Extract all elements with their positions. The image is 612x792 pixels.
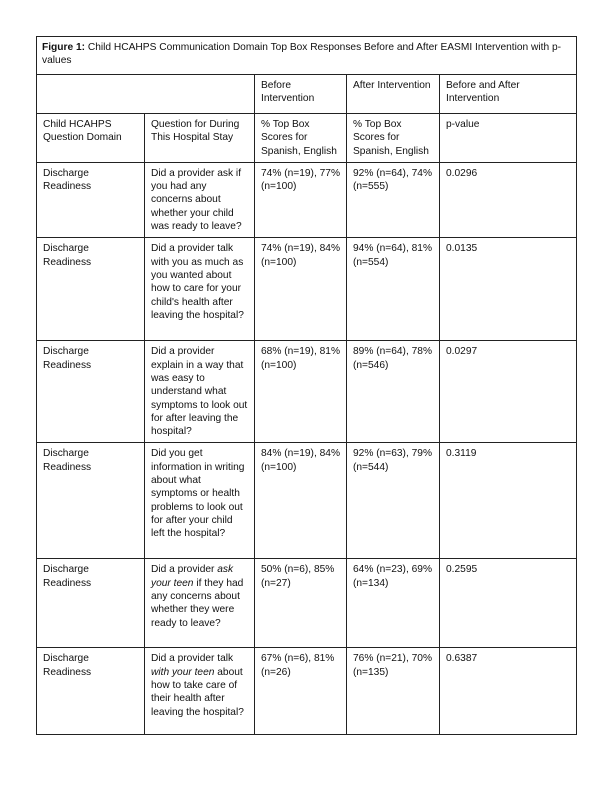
header-row-top xyxy=(37,75,577,114)
results-table xyxy=(36,36,577,735)
before-cell: 68% (n=19), 81% (n=100) xyxy=(255,341,347,443)
table-row xyxy=(37,162,577,237)
header-p-value: p-value xyxy=(440,114,577,163)
header-before-scores: % Top Box Scores for Spanish, English xyxy=(255,114,347,163)
header-after: After Intervention xyxy=(347,75,440,114)
before-cell: 74% (n=19), 77% (n=100) xyxy=(255,162,347,237)
p-value-cell: 0.0135 xyxy=(440,238,577,341)
table-row xyxy=(37,443,577,559)
domain-cell: Discharge Readiness xyxy=(37,238,145,341)
before-cell: 84% (n=19), 84% (n=100) xyxy=(255,443,347,559)
table-row xyxy=(37,238,577,341)
figure-caption xyxy=(37,37,577,75)
before-cell: 50% (n=6), 85% (n=27) xyxy=(255,559,347,648)
header-domain: Child HCAHPS Question Domain xyxy=(37,114,145,163)
question-cell: Did a provider explain in a way that was easy to understand what symptoms to look out for after leaving the hospital? xyxy=(145,341,255,443)
question-emphasis: with your teen xyxy=(151,666,215,678)
after-cell: 89% (n=64), 78% (n=546) xyxy=(347,341,440,443)
header-row-sub xyxy=(37,114,577,163)
table-row xyxy=(37,648,577,735)
p-value-cell: 0.0296 xyxy=(440,162,577,237)
header-before: Before Intervention xyxy=(255,75,347,114)
table-row xyxy=(37,559,577,648)
caption-row xyxy=(37,37,577,75)
question-cell xyxy=(145,648,255,735)
after-cell: 92% (n=64), 74% (n=555) xyxy=(347,162,440,237)
header-after-scores: % Top Box Scores for Spanish, English xyxy=(347,114,440,163)
p-value-cell: 0.2595 xyxy=(440,559,577,648)
before-cell: 67% (n=6), 81% (n=26) xyxy=(255,648,347,735)
figure-page xyxy=(36,36,576,735)
question-cell: Did a provider ask if you had any concerns about whether your child was ready to leave? xyxy=(145,162,255,237)
domain-cell: Discharge Readiness xyxy=(37,443,145,559)
header-top-blank xyxy=(37,75,255,114)
domain-cell: Discharge Readiness xyxy=(37,648,145,735)
domain-cell: Discharge Readiness xyxy=(37,162,145,237)
table-row xyxy=(37,341,577,443)
figure-label: Figure 1: xyxy=(42,42,86,53)
after-cell: 94% (n=64), 81% (n=554) xyxy=(347,238,440,341)
question-cell: Did you get information in writing about what symptoms or health problems to look out for after your child left the hospital? xyxy=(145,443,255,559)
before-cell: 74% (n=19), 84% (n=100) xyxy=(255,238,347,341)
header-before-after: Before and After Intervention xyxy=(440,75,577,114)
question-text: Did a provider talk xyxy=(151,653,234,665)
question-cell: Did a provider talk with you as much as you wanted about how to care for your child's health after leaving the hospital? xyxy=(145,238,255,341)
figure-caption-text: Child HCAHPS Communication Domain Top Box Responses Before and After EASMI Intervention with p-values xyxy=(42,42,562,67)
domain-cell: Discharge Readiness xyxy=(37,559,145,648)
p-value-cell: 0.3119 xyxy=(440,443,577,559)
after-cell: 64% (n=23), 69% (n=134) xyxy=(347,559,440,648)
p-value-cell: 0.0297 xyxy=(440,341,577,443)
question-cell xyxy=(145,559,255,648)
question-text: about how to take care of their health after leaving the hospital? xyxy=(151,666,244,718)
question-text: if they had any concerns about whether they were ready to leave? xyxy=(151,577,244,629)
domain-cell: Discharge Readiness xyxy=(37,341,145,443)
question-text: Did a provider xyxy=(151,564,218,576)
after-cell: 92% (n=63), 79% (n=544) xyxy=(347,443,440,559)
header-question: Question for During This Hospital Stay xyxy=(145,114,255,163)
question-emphasis: ask your teen xyxy=(151,564,234,589)
after-cell: 76% (n=21), 70% (n=135) xyxy=(347,648,440,735)
p-value-cell: 0.6387 xyxy=(440,648,577,735)
